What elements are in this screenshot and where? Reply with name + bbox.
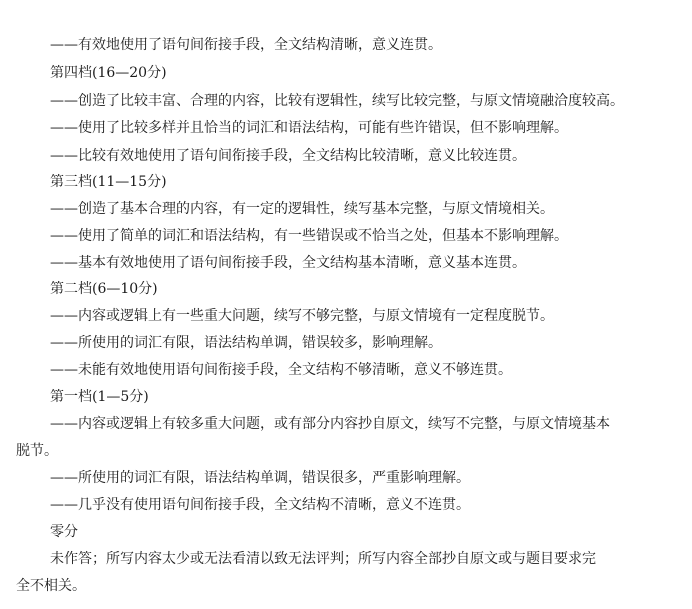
rubric-line-continuation: 脱节。 (16, 443, 58, 459)
rubric-line: ——基本有效地使用了语句间衔接手段，全文结构基本清晰，意义基本连贯。 (50, 255, 526, 271)
rubric-line-continuation: 全不相关。 (16, 578, 86, 594)
level-2-heading: 第二档(6—10分) (50, 281, 158, 297)
rubric-line: ——有效地使用了语句间衔接手段，全文结构清晰，意义连贯。 (50, 37, 442, 53)
rubric-line: 未作答；所写内容太少或无法看清以致无法评判；所写内容全部抄自原文或与题目要求完 (50, 551, 596, 567)
rubric-line: ——内容或逻辑上有一些重大问题，续写不够完整，与原文情境有一定程度脱节。 (50, 308, 554, 324)
rubric-line: ——创造了基本合理的内容，有一定的逻辑性，续写基本完整，与原文情境相关。 (50, 201, 554, 217)
rubric-line: ——几乎没有使用语句间衔接手段，全文结构不清晰，意义不连贯。 (50, 497, 470, 513)
rubric-line: ——所使用的词汇有限，语法结构单调，错误很多，严重影响理解。 (50, 470, 470, 486)
rubric-line: ——比较有效地使用了语句间衔接手段，全文结构比较清晰，意义比较连贯。 (50, 148, 526, 164)
rubric-line: ——所使用的词汇有限，语法结构单调，错误较多，影响理解。 (50, 335, 442, 351)
zero-score-heading: 零分 (50, 524, 78, 540)
rubric-line: ——创造了比较丰富、合理的内容，比较有逻辑性，续写比较完整，与原文情境融洽度较高。 (50, 93, 624, 109)
level-4-heading: 第四档(16—20分) (50, 65, 167, 81)
rubric-line: ——使用了简单的词汇和语法结构，有一些错误或不恰当之处，但基本不影响理解。 (50, 228, 568, 244)
level-3-heading: 第三档(11—15分) (50, 174, 167, 190)
level-1-heading: 第一档(1—5分) (50, 389, 149, 405)
rubric-line: ——未能有效地使用语句间衔接手段，全文结构不够清晰，意义不够连贯。 (50, 362, 512, 378)
rubric-line: ——使用了比较多样并且恰当的词汇和语法结构，可能有些许错误，但不影响理解。 (50, 120, 568, 136)
rubric-line: ——内容或逻辑上有较多重大问题，或有部分内容抄自原文，续写不完整，与原文情境基本 (50, 416, 610, 432)
